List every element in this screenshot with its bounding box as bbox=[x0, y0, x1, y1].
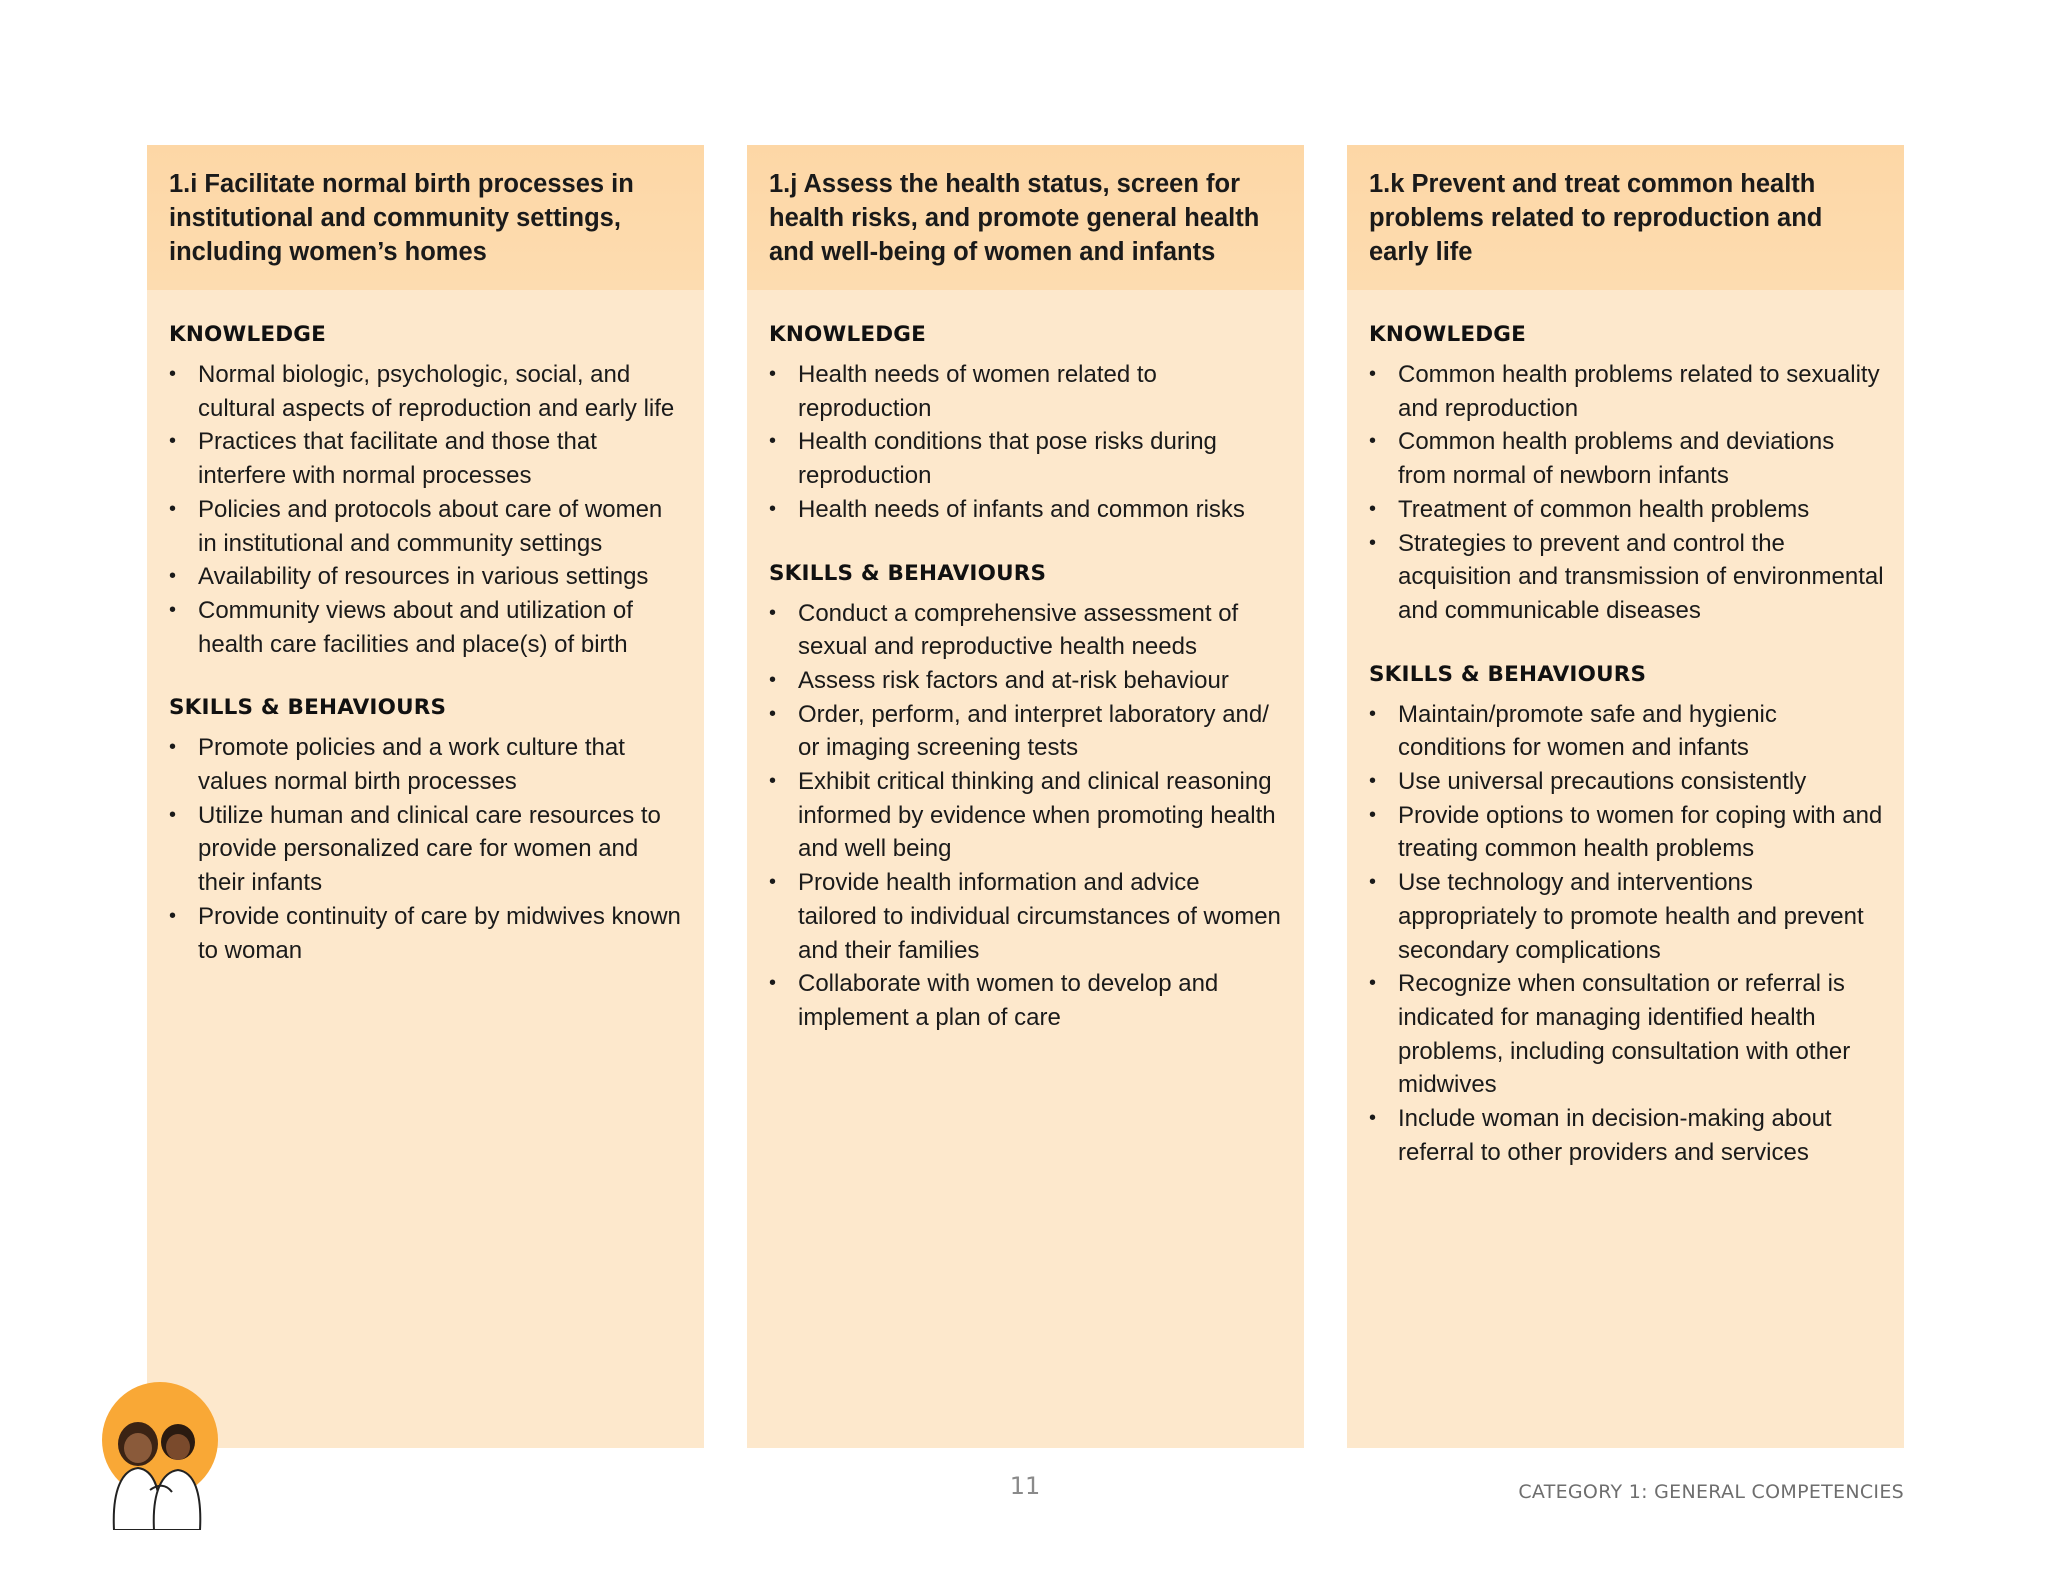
bullet-icon: • bbox=[1369, 972, 1377, 995]
list-item bbox=[1369, 866, 1884, 967]
list-item-text: Normal biologic, psychologic, social, and cultural aspects of reproduction and early life bbox=[198, 361, 675, 422]
list-item bbox=[1369, 698, 1884, 765]
list-item-text: Recognize when consultation or referral is indicated for managing identified health problems, including consultation with other midwives bbox=[1398, 970, 1851, 1099]
bullet-icon: • bbox=[169, 904, 177, 927]
bullet-icon: • bbox=[769, 430, 777, 453]
list-item-text: Maintain/promote safe and hygienic conditions for women and infants bbox=[1398, 700, 1777, 762]
list-item bbox=[769, 358, 1284, 425]
column-title: 1.j Assess the health status, screen for health risks, and promote general health and well-being of women and infants bbox=[747, 145, 1304, 290]
bullet-icon: • bbox=[169, 497, 177, 520]
list-item bbox=[169, 493, 684, 560]
list-item-text: Policies and protocols about care of women in institutional and community settings bbox=[198, 495, 663, 557]
list-item-text: Strategies to prevent and control the acquisition and transmission of environmental and communicable diseases bbox=[1398, 529, 1884, 624]
category-label: CATEGORY 1: GENERAL COMPETENCIES bbox=[1518, 1481, 1904, 1503]
list-item bbox=[1369, 799, 1884, 866]
list-item bbox=[1369, 527, 1884, 628]
bullet-icon: • bbox=[769, 668, 777, 691]
skills-heading: SKILLS & BEHAVIOURS bbox=[1369, 661, 1647, 687]
list-item bbox=[769, 765, 1284, 866]
bullet-icon: • bbox=[169, 736, 177, 759]
list-item bbox=[769, 866, 1284, 967]
list-item-text: Collaborate with women to develop and implement a plan of care bbox=[798, 970, 1219, 1031]
list-item-text: Provide options to women for coping with and treating common health problems bbox=[1398, 801, 1883, 863]
skills-list bbox=[1369, 698, 1884, 1170]
competency-column-1-k bbox=[1347, 145, 1904, 1448]
column-title: 1.k Prevent and treat common health problems related to reproduction and early life bbox=[1347, 145, 1904, 290]
list-item-text: Availability of resources in various settings bbox=[198, 563, 649, 591]
bullet-icon: • bbox=[1369, 497, 1377, 520]
bullet-icon: • bbox=[169, 565, 177, 588]
knowledge-heading: KNOWLEDGE bbox=[769, 322, 927, 347]
bullet-icon: • bbox=[169, 430, 177, 453]
list-item bbox=[169, 799, 684, 900]
midwives-logo-icon bbox=[92, 1380, 222, 1530]
list-item-text: Health needs of women related to reproduction bbox=[798, 361, 1157, 422]
list-item-text: Community views about and utilization of health care facilities and place(s) of birth bbox=[198, 596, 633, 658]
bullet-icon: • bbox=[769, 871, 777, 894]
skills-list bbox=[169, 731, 684, 967]
bullet-icon: • bbox=[769, 497, 777, 520]
list-item-text: Use universal precautions consistently bbox=[1398, 768, 1807, 796]
list-item bbox=[169, 594, 684, 661]
bullet-icon: • bbox=[1369, 1107, 1377, 1130]
list-item bbox=[769, 597, 1284, 664]
bullet-icon: • bbox=[1369, 702, 1377, 725]
list-item-text: Common health problems related to sexuality and reproduction bbox=[1398, 361, 1880, 422]
bullet-icon: • bbox=[769, 972, 777, 995]
list-item-text: Promote policies and a work culture that values normal birth processes bbox=[198, 734, 625, 796]
knowledge-heading: KNOWLEDGE bbox=[1369, 322, 1527, 347]
list-item bbox=[1369, 1102, 1884, 1169]
knowledge-heading: KNOWLEDGE bbox=[169, 322, 327, 347]
list-item-text: Conduct a comprehensive assessment of sexual and reproductive health needs bbox=[798, 599, 1239, 661]
list-item bbox=[769, 493, 1284, 527]
skills-heading: SKILLS & BEHAVIOURS bbox=[169, 695, 447, 721]
bullet-icon: • bbox=[769, 601, 777, 624]
list-item bbox=[1369, 493, 1884, 527]
list-item-text: Health conditions that pose risks during reproduction bbox=[798, 428, 1217, 490]
list-item bbox=[169, 731, 684, 798]
competency-column-1-j bbox=[747, 145, 1304, 1448]
bullet-icon: • bbox=[1369, 770, 1377, 793]
list-item bbox=[1369, 765, 1884, 799]
list-item bbox=[769, 425, 1284, 492]
bullet-icon: • bbox=[769, 363, 777, 385]
page-number: 11 bbox=[1009, 1472, 1041, 1500]
list-item bbox=[769, 967, 1284, 1034]
bullet-icon: • bbox=[769, 770, 777, 793]
list-item-text: Include woman in decision-making about referral to other providers and services bbox=[1398, 1105, 1832, 1166]
list-item bbox=[769, 698, 1284, 765]
list-item bbox=[1369, 967, 1884, 1102]
list-item bbox=[169, 900, 684, 967]
bullet-icon: • bbox=[1369, 531, 1377, 554]
list-item-text: Assess risk factors and at-risk behaviour bbox=[798, 666, 1229, 694]
list-item bbox=[769, 664, 1284, 698]
list-item bbox=[169, 358, 684, 425]
bullet-icon: • bbox=[169, 598, 177, 621]
bullet-icon: • bbox=[169, 803, 177, 826]
list-item-text: Treatment of common health problems bbox=[1398, 495, 1810, 523]
list-item-text: Utilize human and clinical care resources to provide personalized care for women and their infants bbox=[198, 801, 661, 897]
bullet-icon: • bbox=[1369, 363, 1377, 385]
list-item-text: Provide health information and advice tailored to individual circumstances of women and their families bbox=[798, 869, 1281, 964]
list-item-text: Health needs of infants and common risks bbox=[798, 495, 1245, 523]
list-item bbox=[169, 560, 684, 594]
list-item-text: Practices that facilitate and those that interfere with normal processes bbox=[198, 428, 597, 490]
list-item bbox=[1369, 358, 1884, 425]
list-item-text: Order, perform, and interpret laboratory and/ or imaging screening tests bbox=[798, 700, 1269, 762]
bullet-icon: • bbox=[769, 702, 777, 725]
list-item-text: Use technology and interventions appropriately to promote health and prevent secondary complications bbox=[1398, 869, 1864, 964]
list-item bbox=[169, 425, 684, 492]
knowledge-list bbox=[769, 358, 1284, 527]
list-item-text: Exhibit critical thinking and clinical reasoning informed by evidence when promoting health and well being bbox=[798, 768, 1276, 863]
competency-column-1-i bbox=[147, 145, 704, 1448]
knowledge-list bbox=[1369, 358, 1884, 628]
skills-heading: SKILLS & BEHAVIOURS bbox=[769, 560, 1047, 586]
bullet-icon: • bbox=[1369, 430, 1377, 453]
skills-list bbox=[769, 597, 1284, 1035]
column-title: 1.i Facilitate normal birth processes in institutional and community settings, including women’s homes bbox=[147, 145, 704, 290]
list-item bbox=[1369, 425, 1884, 492]
bullet-icon: • bbox=[1369, 871, 1377, 894]
bullet-icon: • bbox=[169, 363, 177, 385]
list-item-text: Provide continuity of care by midwives known to woman bbox=[198, 902, 681, 964]
knowledge-list bbox=[169, 358, 684, 661]
list-item-text: Common health problems and deviations from normal of newborn infants bbox=[1398, 428, 1835, 490]
bullet-icon: • bbox=[1369, 803, 1377, 826]
